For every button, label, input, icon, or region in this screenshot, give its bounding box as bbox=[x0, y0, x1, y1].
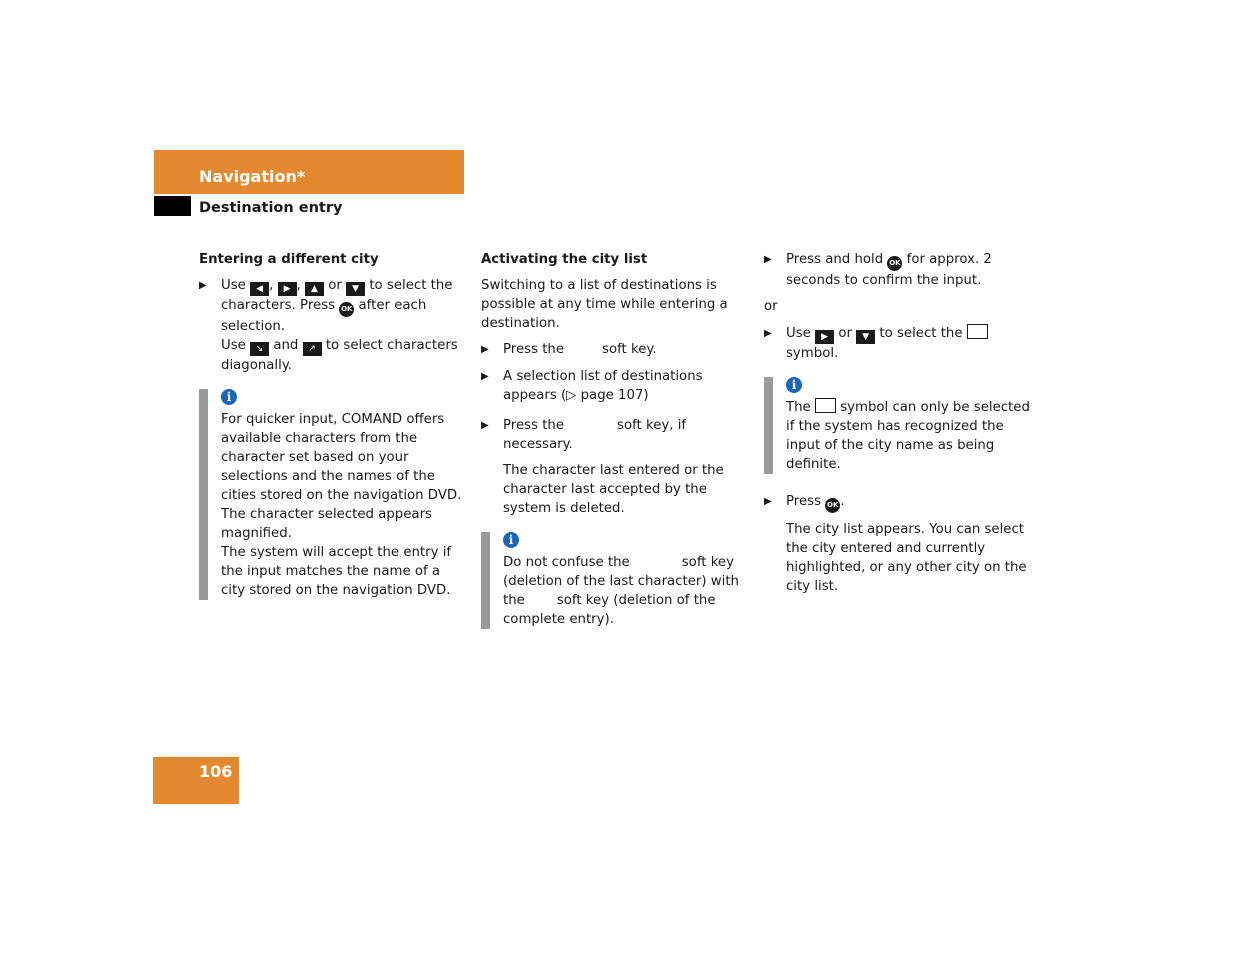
bullet-arrow-icon: ▶ bbox=[481, 344, 489, 355]
down-arrow-key-icon: ▼ bbox=[346, 282, 365, 296]
diagonal-down-key-icon: ↘ bbox=[250, 342, 269, 356]
result-city-list: The city list appears. You can select the city entered and currently highlighted, or any other city on the city list. bbox=[786, 522, 1027, 594]
bullet-arrow-icon: ▶ bbox=[481, 371, 489, 382]
heading-different-city: Entering a different city bbox=[199, 252, 379, 267]
or-separator: or bbox=[764, 299, 778, 314]
bullet-arrow-icon: ▶ bbox=[764, 328, 772, 339]
left-arrow-key-icon: ◀ bbox=[250, 282, 269, 296]
info-bar bbox=[199, 389, 208, 600]
info-bar bbox=[481, 532, 490, 629]
column-2 bbox=[481, 250, 749, 629]
info-icon: i bbox=[221, 389, 237, 405]
intro-text: Switching to a list of destinations is possible at any time while entering a destination. bbox=[481, 278, 728, 331]
instruction-press-delete-soft-key: ▶ Press the soft key, if necessary. bbox=[481, 418, 687, 452]
right-arrow-key-icon: ▶ bbox=[278, 282, 297, 296]
instruction-select-characters: ▶ Use ◀ , ▶ , ▲ or ▼ to select the characters. Press OK after each selection. Use ↘ and ↗ to select characters diagonally. bbox=[199, 278, 458, 373]
empty-box-symbol-icon bbox=[815, 398, 836, 413]
right-arrow-key-icon: ▶ bbox=[815, 330, 834, 344]
section-title: Navigation* bbox=[199, 167, 306, 186]
up-arrow-key-icon: ▲ bbox=[305, 282, 324, 296]
page-number: 106 bbox=[199, 762, 233, 781]
instruction-select-symbol: ▶ Use ▶ or ▼ to select the symbol. bbox=[764, 324, 1030, 363]
info-box-symbol: i The symbol can only be selected if the system has recognized the input of the city name as being definite. bbox=[764, 377, 1030, 474]
ok-button-icon: OK bbox=[887, 256, 902, 271]
column-1 bbox=[199, 250, 465, 600]
instruction-press-hold-ok: ▶ Press and hold OK for approx. 2 seconds to confirm the input. bbox=[764, 252, 992, 288]
instruction-press-ok: ▶ Press OK . bbox=[764, 492, 1030, 513]
empty-box-symbol-icon bbox=[967, 324, 988, 339]
bullet-arrow-icon: ▶ bbox=[199, 280, 207, 291]
instruction-press-soft-key: ▶ Press the soft key. bbox=[481, 342, 657, 357]
info-icon: i bbox=[786, 377, 802, 393]
bullet-arrow-icon: ▶ bbox=[481, 420, 489, 431]
ok-button-icon: OK bbox=[825, 498, 840, 513]
info-box-quick-input: i For quicker input, COMAND offers available characters from the character set based on your selections and the names of the cities stored on the navigation DVD. The character selected appears magnified. The system will accept the entry if the input matches the name of a city stored on the navigation DVD. bbox=[199, 389, 465, 600]
note-character-deleted: The character last entered or the character last accepted by the system is deleted. bbox=[503, 463, 724, 516]
info-icon: i bbox=[503, 532, 519, 548]
diagonal-up-key-icon: ↗ bbox=[303, 342, 322, 356]
subsection-marker bbox=[154, 196, 191, 216]
down-arrow-key-icon: ▼ bbox=[856, 330, 875, 344]
info-box-soft-keys: i Do not confuse the soft key (deletion of the last character) with the soft key (deletion of the complete entry). bbox=[481, 532, 749, 629]
bullet-arrow-icon: ▶ bbox=[764, 254, 772, 265]
ok-button-icon: OK bbox=[339, 302, 354, 317]
info-bar bbox=[764, 377, 773, 474]
bullet-arrow-icon: ▶ bbox=[764, 496, 772, 507]
heading-city-list: Activating the city list bbox=[481, 252, 648, 267]
result-selection-list: ▶ A selection list of destinations appears (▷ page 107) bbox=[481, 369, 703, 403]
column-3 bbox=[764, 250, 1030, 596]
subsection-title: Destination entry bbox=[199, 200, 343, 216]
